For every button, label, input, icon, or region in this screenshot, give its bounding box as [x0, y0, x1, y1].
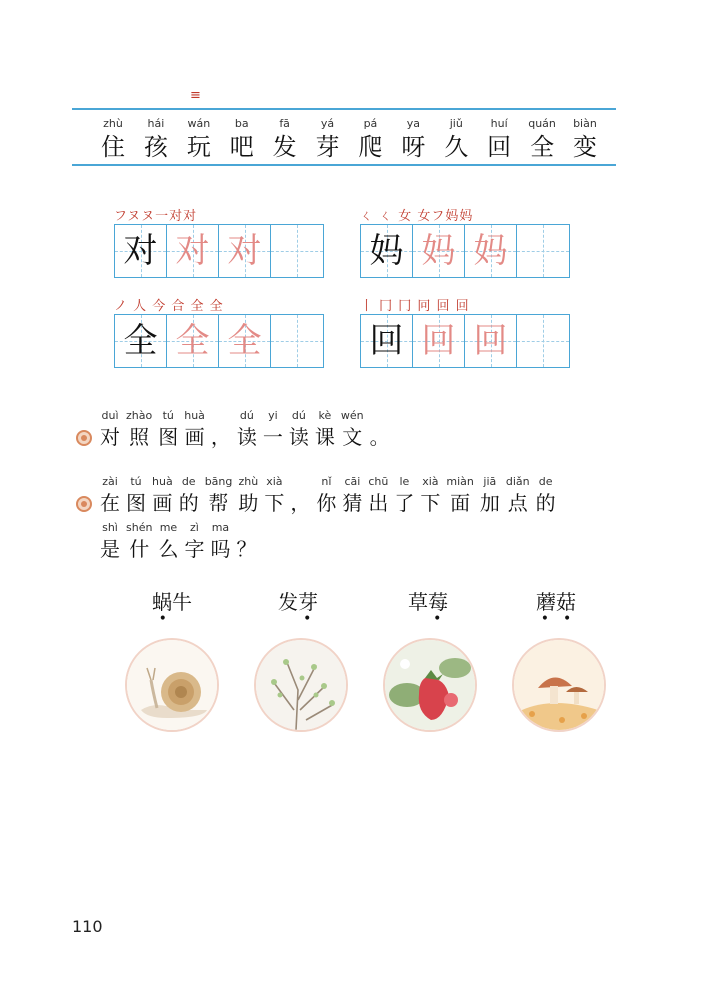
vocab-item — [394, 116, 432, 162]
emphasis-dots: •• — [540, 611, 586, 627]
writing-grid-quan[interactable] — [114, 314, 324, 368]
trace-char: 回 — [421, 321, 456, 361]
emphasis-dots: • — [284, 611, 326, 627]
page-number: 110 — [72, 917, 103, 936]
vocab-item — [180, 116, 218, 162]
vocab-item — [266, 116, 304, 162]
grid-cell[interactable] — [167, 225, 219, 277]
grid-cell[interactable] — [361, 315, 413, 367]
grid-cell[interactable] — [465, 315, 517, 367]
pinyin: quán — [528, 117, 556, 130]
grid-cell[interactable] — [413, 315, 465, 367]
vocab-item — [480, 116, 518, 162]
hanzi: 呀 — [401, 133, 426, 161]
exercise-1-text: duì 对 zhào 照 tú 图 huà 画 ， dú 读 yi 一 dú 读 kè 课 wén 文 。 — [100, 409, 390, 449]
hanzi: 孩 — [143, 133, 168, 161]
mushroom-image — [512, 638, 606, 732]
hanzi: 久 — [444, 133, 469, 161]
hanzi: 爬 — [358, 133, 383, 161]
model-char: 对 — [123, 231, 158, 271]
pinyin: pá — [363, 117, 378, 130]
grid-cell[interactable] — [413, 225, 465, 277]
model-char: 全 — [123, 321, 158, 361]
writing-grid-dui[interactable] — [114, 224, 324, 278]
grid-cell[interactable] — [271, 315, 323, 367]
pinyin: fā — [279, 117, 290, 130]
picture-word-mushroom: 蘑菇 •• — [516, 586, 596, 623]
vocab-item — [137, 116, 175, 162]
emphasis-dots: • — [158, 611, 200, 627]
hanzi: 发 — [272, 133, 297, 161]
hanzi: 吧 — [229, 133, 254, 161]
grid-cell[interactable] — [219, 225, 271, 277]
grid-cell[interactable] — [465, 225, 517, 277]
stroke-order-quan: ノ 人 今 合 全 全 — [114, 299, 224, 314]
vocab-item — [523, 116, 561, 162]
model-char: 妈 — [369, 231, 404, 271]
vocab-item — [351, 116, 389, 162]
trace-char: 全 — [175, 321, 210, 361]
stroke-order-dui: フヌヌ一对对 — [114, 209, 198, 224]
exercise-bullet-icon — [76, 496, 92, 512]
grid-cell[interactable] — [115, 315, 167, 367]
grid-cell[interactable] — [517, 225, 569, 277]
picture-word-snail: 蜗牛 • — [132, 586, 212, 623]
vocab-list — [94, 116, 604, 162]
stroke-order-hui: 丨 冂 冂 冋 回 回 — [360, 299, 470, 314]
hanzi: 全 — [530, 133, 555, 161]
trace-char: 妈 — [421, 231, 456, 271]
vocab-item — [566, 116, 604, 162]
pinyin: ba — [234, 117, 249, 130]
stroke-order-ma: ㄑ ㄑ 女 女フ妈妈 — [360, 209, 474, 224]
pinyin: zhù — [103, 117, 123, 130]
hanzi: 变 — [572, 133, 597, 161]
hanzi: 玩 — [186, 133, 211, 161]
grid-cell[interactable] — [517, 315, 569, 367]
grid-cell[interactable] — [219, 315, 271, 367]
grid-cell[interactable] — [167, 315, 219, 367]
writing-grid-hui[interactable] — [360, 314, 570, 368]
hanzi: 芽 — [315, 133, 340, 161]
strawberry-image — [383, 638, 477, 732]
vocab-item — [223, 116, 261, 162]
vocab-item — [94, 116, 132, 162]
stroke-mark: ≡ — [190, 88, 201, 103]
writing-grid-ma[interactable] — [360, 224, 570, 278]
pinyin: hái — [147, 117, 165, 130]
picture-word-strawberry: 草莓 • — [388, 586, 468, 623]
grid-cell[interactable] — [361, 225, 413, 277]
pinyin: jiǔ — [449, 117, 463, 130]
pinyin: wán — [187, 117, 211, 130]
pinyin: biàn — [573, 117, 597, 130]
exercise-2-line-1: zài 在 tú 图 huà 画 de 的 bāng 帮 zhù 助 xià 下 ， nǐ 你 cāi 猜 chū 出 le 了 xià 下 miàn 面 jiā 加 diǎn 点 de 的 — [100, 475, 556, 515]
pinyin: huí — [490, 117, 508, 130]
hanzi: 住 — [101, 133, 125, 161]
pinyin: yá — [320, 117, 335, 130]
vocab-item — [437, 116, 475, 162]
hanzi: 回 — [487, 133, 512, 161]
exercise-bullet-icon — [76, 430, 92, 446]
grid-cell[interactable] — [115, 225, 167, 277]
snail-image — [125, 638, 219, 732]
grid-cell[interactable] — [271, 225, 323, 277]
trace-char: 回 — [473, 321, 508, 361]
vocab-bottom-line — [72, 164, 616, 166]
trace-char: 对 — [227, 231, 262, 271]
trace-char: 全 — [227, 321, 262, 361]
model-char: 回 — [369, 321, 404, 361]
vocab-item — [309, 116, 347, 162]
trace-char: 妈 — [473, 231, 508, 271]
picture-word-sprout: 发芽 • — [258, 586, 338, 623]
exercise-2-line-2: shì 是 shén 什 me 么 zì 字 ma 吗 ？ — [100, 521, 257, 561]
trace-char: 对 — [175, 231, 210, 271]
emphasis-dots: • — [414, 611, 456, 627]
vocab-top-line — [72, 108, 616, 110]
pinyin: ya — [406, 117, 420, 130]
sprouting-branches-image — [254, 638, 348, 732]
